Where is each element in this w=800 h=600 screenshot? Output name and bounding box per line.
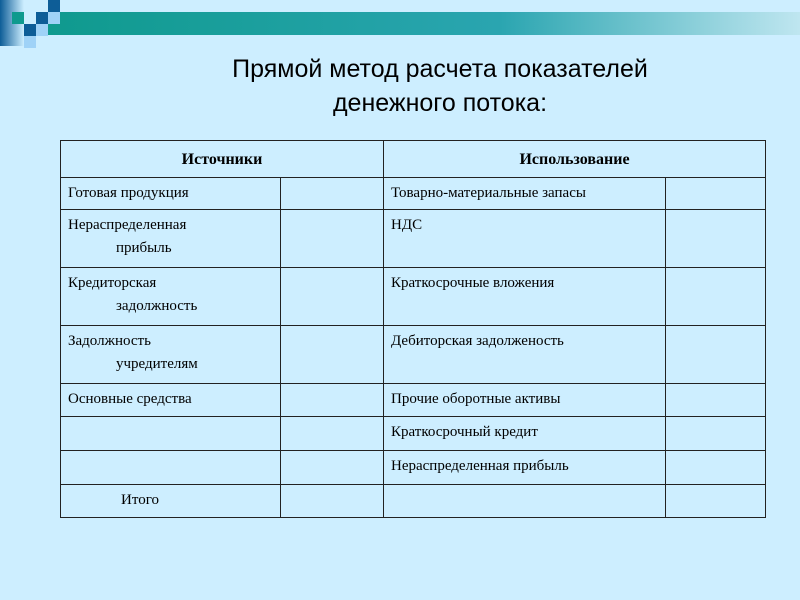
table-row: [61, 417, 766, 451]
use-cell: Краткосрочные вложения: [384, 268, 666, 326]
table-row: [61, 268, 766, 326]
source-text: Кредиторская: [68, 275, 157, 291]
total-use-cell: [384, 485, 666, 518]
use-value-cell: [666, 178, 766, 210]
source-text: Готовая продукция: [68, 185, 189, 201]
use-cell: Нераспределенная прибыль: [384, 451, 666, 485]
title-line: Прямой метод расчета показателей: [232, 55, 648, 83]
decor-bar: [48, 12, 800, 35]
slide-title: [100, 52, 780, 120]
header-sources: Источники: [61, 141, 384, 178]
decor-square: [36, 24, 48, 36]
source-text: Нераспределенная: [68, 217, 187, 233]
source-text: Задолжность: [68, 333, 151, 349]
table-header-row: [61, 141, 766, 178]
source-value-cell: [281, 268, 384, 326]
use-cell: Краткосрочный кредит: [384, 417, 666, 451]
decor-square: [12, 12, 24, 24]
cash-flow-table: [60, 140, 766, 518]
source-cell: [61, 384, 281, 417]
header-uses: Использование: [384, 141, 766, 178]
source-cell: [61, 268, 281, 326]
source-text: Основные средства: [68, 391, 192, 407]
source-value-cell: [281, 178, 384, 210]
total-row: [61, 485, 766, 518]
source-value-cell: [281, 326, 384, 384]
source-text: учредителям: [116, 356, 198, 372]
use-value-cell: [666, 268, 766, 326]
source-text: задолжность: [116, 298, 198, 314]
use-value-cell: [666, 210, 766, 268]
use-cell: Дебиторская задолженость: [384, 326, 666, 384]
table-row: [61, 178, 766, 210]
source-text: прибыль: [116, 240, 172, 256]
source-cell: [61, 210, 281, 268]
total-source-value: [281, 485, 384, 518]
source-cell: [61, 326, 281, 384]
source-cell: [61, 417, 281, 451]
source-value-cell: [281, 384, 384, 417]
use-cell: Товарно-материальные запасы: [384, 178, 666, 210]
use-cell: Прочие оборотные активы: [384, 384, 666, 417]
decor-square: [48, 12, 60, 24]
source-value-cell: [281, 210, 384, 268]
table-row: [61, 326, 766, 384]
source-cell: [61, 451, 281, 485]
source-value-cell: [281, 417, 384, 451]
total-use-value: [666, 485, 766, 518]
total-label: Итого: [61, 485, 281, 518]
decor-square: [24, 36, 36, 48]
table-row: [61, 210, 766, 268]
use-value-cell: [666, 417, 766, 451]
use-value-cell: [666, 451, 766, 485]
source-cell: [61, 178, 281, 210]
use-cell: НДС: [384, 210, 666, 268]
decor-square: [36, 12, 48, 24]
table-row: [61, 451, 766, 485]
use-value-cell: [666, 326, 766, 384]
source-value-cell: [281, 451, 384, 485]
decor-square: [48, 0, 60, 12]
table-row: [61, 384, 766, 417]
title-line: денежного потока:: [332, 89, 548, 117]
decor-square: [24, 24, 36, 36]
use-value-cell: [666, 384, 766, 417]
